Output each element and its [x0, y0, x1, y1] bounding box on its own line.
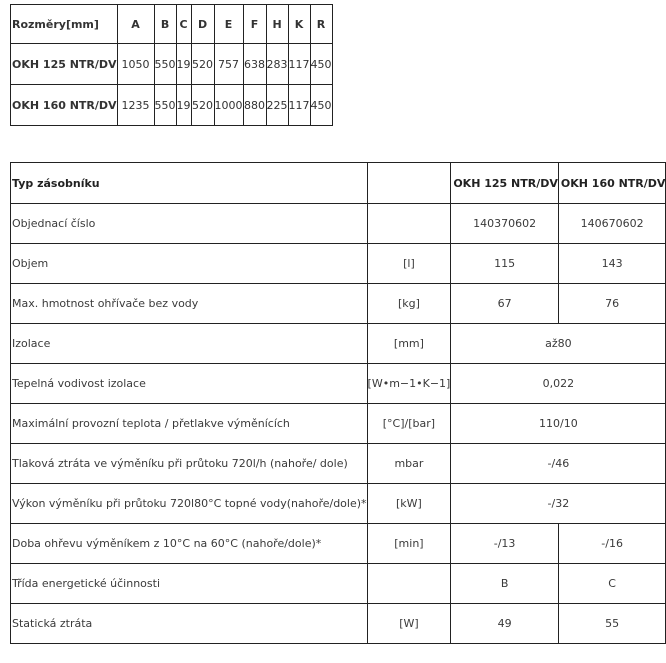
parameter-label: Doba ohřevu výměníkem z 10°C na 60°C (nahoře/dole)* [11, 524, 368, 564]
parameter-label: Třída energetické účinnosti [11, 564, 368, 604]
dimensions-value-cell: 880 [243, 85, 266, 126]
parameter-row [11, 404, 666, 444]
parameter-row [11, 204, 666, 244]
dimensions-row [11, 85, 333, 126]
parameter-unit: mbar [367, 444, 451, 484]
parameter-row [11, 524, 666, 564]
parameter-header-unit [367, 163, 451, 204]
parameter-value: 49 [451, 604, 559, 644]
parameter-row [11, 484, 666, 524]
parameter-value: 115 [451, 244, 559, 284]
dimensions-value-cell: 520 [191, 44, 214, 85]
parameter-value: 76 [558, 284, 666, 324]
dimensions-value-cell: 225 [266, 85, 288, 126]
dimensions-header-cell: B [154, 5, 176, 44]
dimensions-value-cell: 1235 [117, 85, 154, 126]
dimensions-value-cell: 117 [288, 44, 310, 85]
dimensions-header-cell: K [288, 5, 310, 44]
dimensions-row [11, 44, 333, 85]
dimensions-value-cell: 117 [288, 85, 310, 126]
parameter-shared-value: -/46 [451, 444, 666, 484]
parameter-label: Maximální provozní teplota / přetlakve výměnících [11, 404, 368, 444]
parameter-value: -/13 [451, 524, 559, 564]
parameter-unit: [kg] [367, 284, 451, 324]
dimensions-value-cell: 1050 [117, 44, 154, 85]
dimensions-value-cell: 450 [310, 85, 332, 126]
dimensions-header-cell: R [310, 5, 332, 44]
parameter-shared-value: -/32 [451, 484, 666, 524]
parameter-unit [367, 204, 451, 244]
parameter-header-label: Typ zásobníku [11, 163, 368, 204]
parameter-unit [367, 564, 451, 604]
dimensions-header-cell: A [117, 5, 154, 44]
parameter-row [11, 604, 666, 644]
dimensions-header-cell: C [176, 5, 191, 44]
dimensions-value-cell: 1000 [214, 85, 243, 126]
parameter-label: Max. hmotnost ohřívače bez vody [11, 284, 368, 324]
dimensions-value-cell: 450 [310, 44, 332, 85]
parameter-unit: [mm] [367, 324, 451, 364]
parameter-unit: [kW] [367, 484, 451, 524]
parameter-value: -/16 [558, 524, 666, 564]
dimensions-header-cell: Rozměry[mm] [11, 5, 118, 44]
dimensions-value-cell: 283 [266, 44, 288, 85]
dimensions-value-cell: 757 [214, 44, 243, 85]
parameter-unit: [l] [367, 244, 451, 284]
parameter-value: 143 [558, 244, 666, 284]
parameter-label: Izolace [11, 324, 368, 364]
parameter-label: Tlaková ztráta ve výměníku při průtoku 720l/h (nahoře/ dole) [11, 444, 368, 484]
parameter-value: B [451, 564, 559, 604]
parameter-value: 140370602 [451, 204, 559, 244]
model-header-cell: OKH 125 NTR/DV [451, 163, 559, 204]
parameter-row [11, 244, 666, 284]
parameter-row [11, 564, 666, 604]
parameter-value: 67 [451, 284, 559, 324]
parameter-value: 55 [558, 604, 666, 644]
parameter-shared-value: až80 [451, 324, 666, 364]
dimensions-value-cell: 520 [191, 85, 214, 126]
parameter-unit: [°C]/[bar] [367, 404, 451, 444]
parameter-row [11, 364, 666, 404]
parameter-label: Statická ztráta [11, 604, 368, 644]
parameter-row [11, 324, 666, 364]
parameter-unit: [W] [367, 604, 451, 644]
dimensions-header-row [11, 5, 333, 44]
dimensions-table [10, 4, 333, 126]
parameter-label: Výkon výměníku při průtoku 720l80°C topné vody(nahoře/dole)* [11, 484, 368, 524]
parameter-shared-value: 110/10 [451, 404, 666, 444]
parameter-label: Objem [11, 244, 368, 284]
dimensions-model-cell: OKH 125 NTR/DV [11, 44, 118, 85]
parameters-header-row [11, 163, 666, 204]
parameter-unit: [W•m−1•K−1] [367, 364, 451, 404]
dimensions-value-cell: 19 [176, 85, 191, 126]
dimensions-header-cell: E [214, 5, 243, 44]
dimensions-value-cell: 550 [154, 44, 176, 85]
parameters-table [10, 162, 666, 644]
parameter-value: 140670602 [558, 204, 666, 244]
parameter-value: C [558, 564, 666, 604]
dimensions-header-cell: H [266, 5, 288, 44]
parameter-row [11, 284, 666, 324]
parameter-label: Tepelná vodivost izolace [11, 364, 368, 404]
dimensions-value-cell: 19 [176, 44, 191, 85]
model-header-cell: OKH 160 NTR/DV [558, 163, 666, 204]
dimensions-value-cell: 638 [243, 44, 266, 85]
parameter-row [11, 444, 666, 484]
parameter-shared-value: 0,022 [451, 364, 666, 404]
dimensions-header-cell: D [191, 5, 214, 44]
parameter-unit: [min] [367, 524, 451, 564]
dimensions-value-cell: 550 [154, 85, 176, 126]
dimensions-model-cell: OKH 160 NTR/DV [11, 85, 118, 126]
parameter-label: Objednací číslo [11, 204, 368, 244]
dimensions-header-cell: F [243, 5, 266, 44]
